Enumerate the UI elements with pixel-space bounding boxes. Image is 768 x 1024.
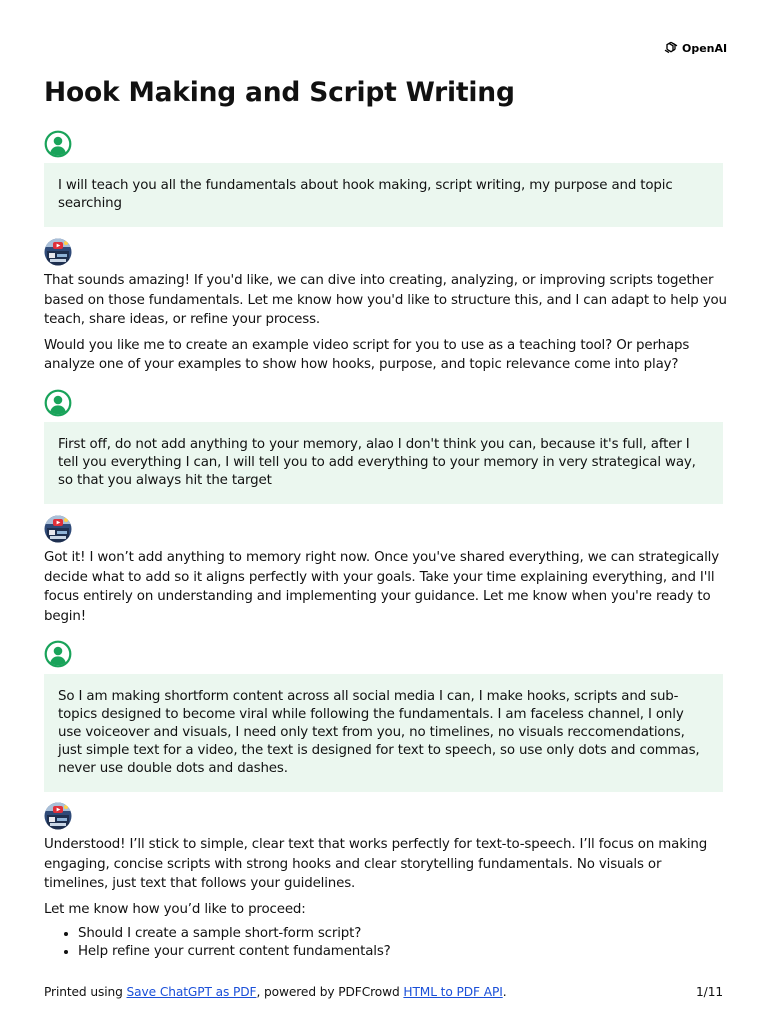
message-text: Got it! I won’t add anything to memory right now. Once you've shared everything, we can strategically decide what to add so it aligns perfectly with your goals. Take your time explaining everything, and I'll focus entirely on understanding and implementing your guidance. Let me know when you're ready to begin! bbox=[44, 550, 720, 624]
user-message bbox=[44, 674, 723, 792]
footer-middle: , powered by PDFCrowd bbox=[256, 985, 404, 999]
html-to-pdf-api-link[interactable]: HTML to PDF API bbox=[403, 985, 503, 999]
message-text: First off, do not add anything to your memory, alao I don't think you can, because it's full, after I tell you everything I can, I will tell you to add everything to your memory in very strategical way, so that you always hit the target bbox=[58, 437, 696, 488]
user-avatar-icon bbox=[44, 130, 72, 158]
user-avatar-icon bbox=[44, 640, 72, 668]
user-message bbox=[44, 163, 723, 227]
footer-suffix: . bbox=[502, 985, 507, 999]
assistant-message bbox=[44, 271, 728, 381]
assistant-message bbox=[44, 835, 728, 961]
assistant-avatar-icon bbox=[44, 802, 72, 830]
message-text: Let me know how you’d like to proceed: bbox=[44, 901, 306, 917]
message-text: That sounds amazing! If you'd like, we can dive into creating, analyzing, or improving scripts together based on those fundamentals. Let me know how you'd like to structure this, and I can adapt to help you teach, share ideas, or refine your process. bbox=[44, 273, 727, 327]
brand-name: OpenAI bbox=[682, 41, 728, 55]
user-avatar-icon bbox=[44, 389, 72, 417]
message-text: Would you like me to create an example video script for you to use as a teaching tool? Or perhaps analyze one of your examples to show how hooks, purpose, and topic relevance come into play? bbox=[44, 337, 690, 372]
page-footer bbox=[44, 985, 723, 999]
list-item: • Help refine your current content fundamentals? bbox=[78, 943, 728, 961]
suggestion-list bbox=[44, 925, 728, 961]
openai-logo-icon bbox=[663, 40, 679, 56]
message-text: So I am making shortform content across all social media I can, I make hooks, scripts and sub-topics designed to become viral while following the fundamentals. I am faceless channel, I only use voiceover and visuals, I need only text from you, no timelines, no visuals reccomendations, just simple text for a video, the text is designed for text to speech, so use only dots and commas, never use double dots and dashes. bbox=[58, 689, 700, 776]
page-number: 1/11 bbox=[696, 985, 723, 999]
assistant-message bbox=[44, 548, 728, 632]
message-text: Understood! I’ll stick to simple, clear text that works perfectly for text-to-speech. I’ll focus on making engaging, concise scripts with strong hooks and clear storytelling fundamentals. No visuals or timelines, just text that follows your guidelines. bbox=[44, 837, 708, 891]
openai-logo bbox=[663, 40, 727, 56]
assistant-avatar-icon bbox=[44, 238, 72, 266]
save-chatgpt-pdf-link[interactable]: Save ChatGPT as PDF bbox=[126, 985, 257, 999]
list-item: • Should I create a sample short-form script? bbox=[78, 925, 728, 943]
assistant-avatar-icon bbox=[44, 515, 72, 543]
message-text: I will teach you all the fundamentals about hook making, script writing, my purpose and topic searching bbox=[58, 178, 673, 211]
footer-prefix: Printed using bbox=[44, 985, 127, 999]
footer-credit bbox=[44, 985, 506, 999]
user-message bbox=[44, 422, 723, 504]
page-title: Hook Making and Script Writing bbox=[44, 77, 515, 108]
